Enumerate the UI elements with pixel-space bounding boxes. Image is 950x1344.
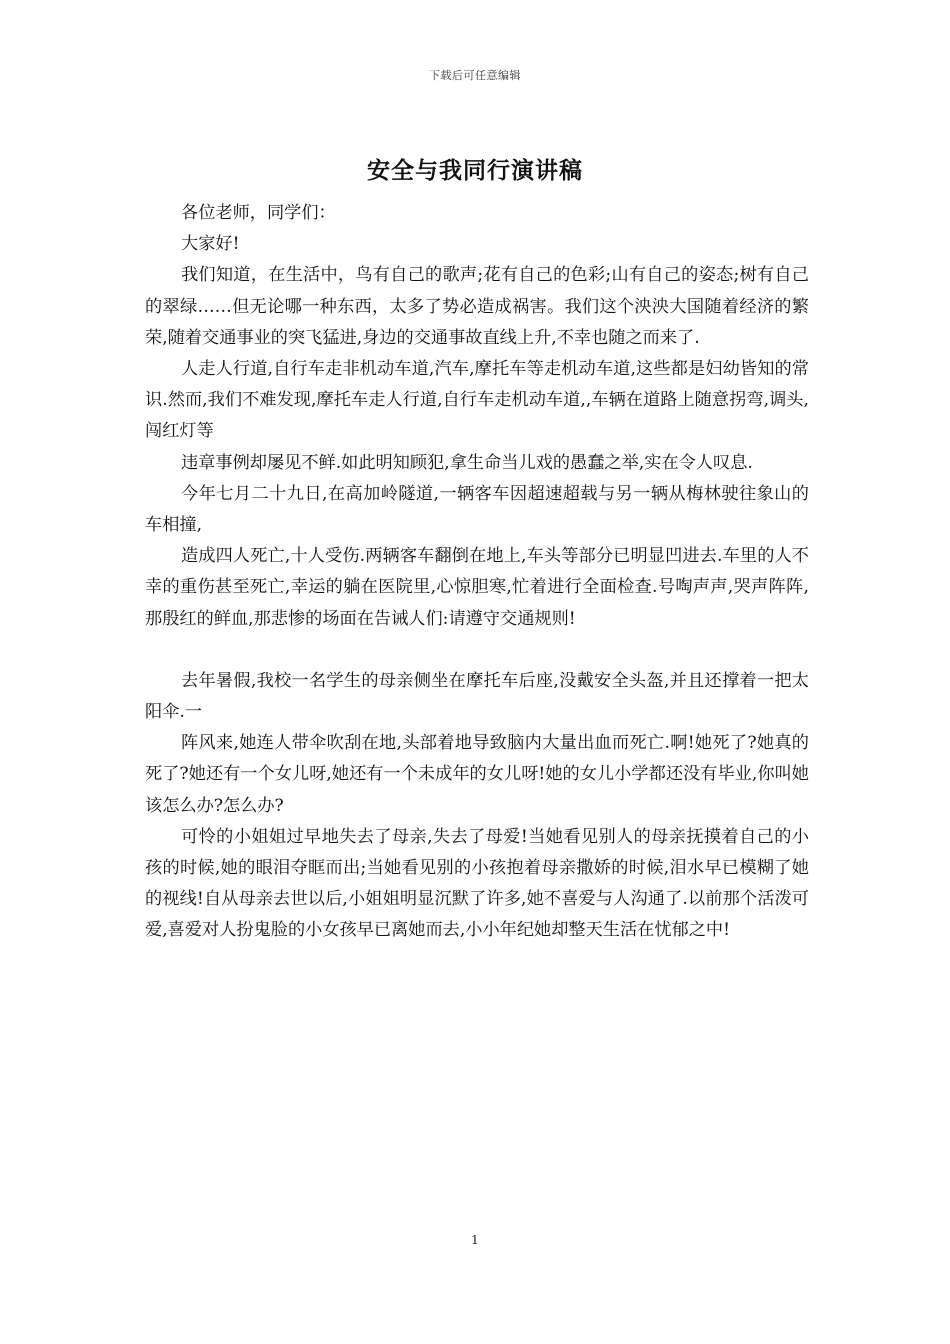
paragraph: 可怜的小姐姐过早地失去了母亲,失去了母爱!当她看见别人的母亲抚摸着自己的小孩的时候,她的眼泪夺眶而出;当她看见别的小孩抱着母亲撒娇的时候,泪水早已模糊了她的视线!自从母亲去世以后,小姐姐明显沉默了许多,她不喜爱与人沟通了.以前那个活泼可爱,喜爱对人扮鬼脸的小女孩早已离她而去,小小年纪她却整天生活在忧郁之中!: [145, 826, 809, 941]
paragraph: 违章事例却屡见不鲜.如此明知顾犯,拿生命当儿戏的愚蠢之举,实在令人叹息.: [181, 452, 753, 473]
header-note: 下载后可任意编辑: [429, 69, 521, 82]
paragraph: 去年暑假,我校一名学生的母亲侧坐在摩托车后座,没戴安全头盔,并且还撑着一把太阳伞.一: [145, 670, 809, 723]
paragraph: 我们知道，在生活中，鸟有自己的歌声;花有自己的色彩;山有自己的姿态;树有自己的翠绿……但无论哪一种东西，太多了势必造成祸害。我们这个泱泱大国随着经济的繁荣,随着交通事业的突飞猛进,身边的交通事故直线上升,不幸也随之而来了.: [145, 265, 809, 348]
paragraph: 造成四人死亡,十人受伤.两辆客车翻倒在地上,车头等部分已明显凹进去.车里的人不幸的重伤甚至死亡,幸运的躺在医院里,心惊胆寒,忙着进行全面检查.号啕声声,哭声阵阵,那殷红的鲜血,那悲惨的场面在告诫人们:请遵守交通规则!: [145, 546, 809, 629]
paragraph-hello: 大家好!: [181, 234, 240, 255]
paragraph: 今年七月二十九日,在高加岭隧道,一辆客车因超速超载与另一辆从梅林驶往象山的车相撞,: [145, 483, 809, 536]
paragraph: 阵风来,她连人带伞吹刮在地,头部着地导致脑内大量出血而死亡.啊!她死了?她真的死了?她还有一个女儿呀,她还有一个未成年的女儿呀!她的女儿小学都还没有毕业,你叫她该怎么办?怎么办?: [145, 733, 809, 816]
paragraph-greeting: 各位老师，同学们：: [181, 203, 336, 223]
document-title: 安全与我同行演讲稿: [367, 157, 583, 184]
document-body: [145, 198, 809, 947]
paragraph: 人走人行道,自行车走非机动车道,汽车,摩托车等走机动车道,这些都是妇幼皆知的常识.然而,我们不难发现,摩托车走人行道,自行车走机动车道,,车辆在道路上随意拐弯,调头,闯红灯等: [145, 359, 809, 442]
page-number: 1: [471, 1233, 479, 1247]
